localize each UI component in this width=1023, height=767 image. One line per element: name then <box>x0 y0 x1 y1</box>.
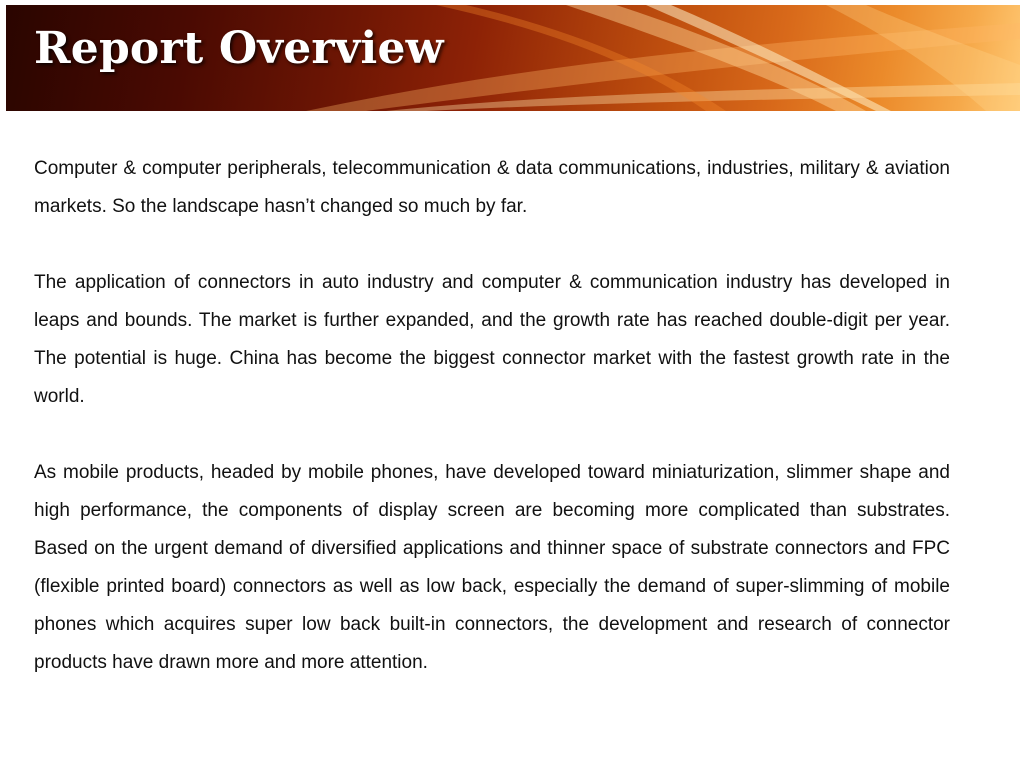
paragraph-connector-applications: The application of connectors in auto industry and computer & communication industry has developed in leaps and bounds. The market is further expanded, and the growth rate has reached double-digit per year. The potential is huge. China has become the biggest connector market with the fastest growth rate in the world. <box>34 272 950 407</box>
header-banner <box>6 5 1020 111</box>
paragraph-mobile-miniaturization: As mobile products, headed by mobile phones, have developed toward miniaturization, slimmer shape and high performance, the components of display screen are becoming more complicated than substrates. Based on the urgent demand of diversified applications and thinner space of substrate connectors and FPC (flexible printed board) connectors as well as low back, especially the demand of super-slimming of mobile phones which acquires super low back built-in connectors, the development and research of connector products have drawn more and more attention. <box>34 462 950 673</box>
paragraph-market-landscape: Computer & computer peripherals, telecommunication & data communications, industries, military & aviation markets. So the landscape hasn’t changed so much by far. <box>34 158 950 217</box>
body-content <box>34 150 950 682</box>
slide-title: Report Overview <box>34 23 444 74</box>
